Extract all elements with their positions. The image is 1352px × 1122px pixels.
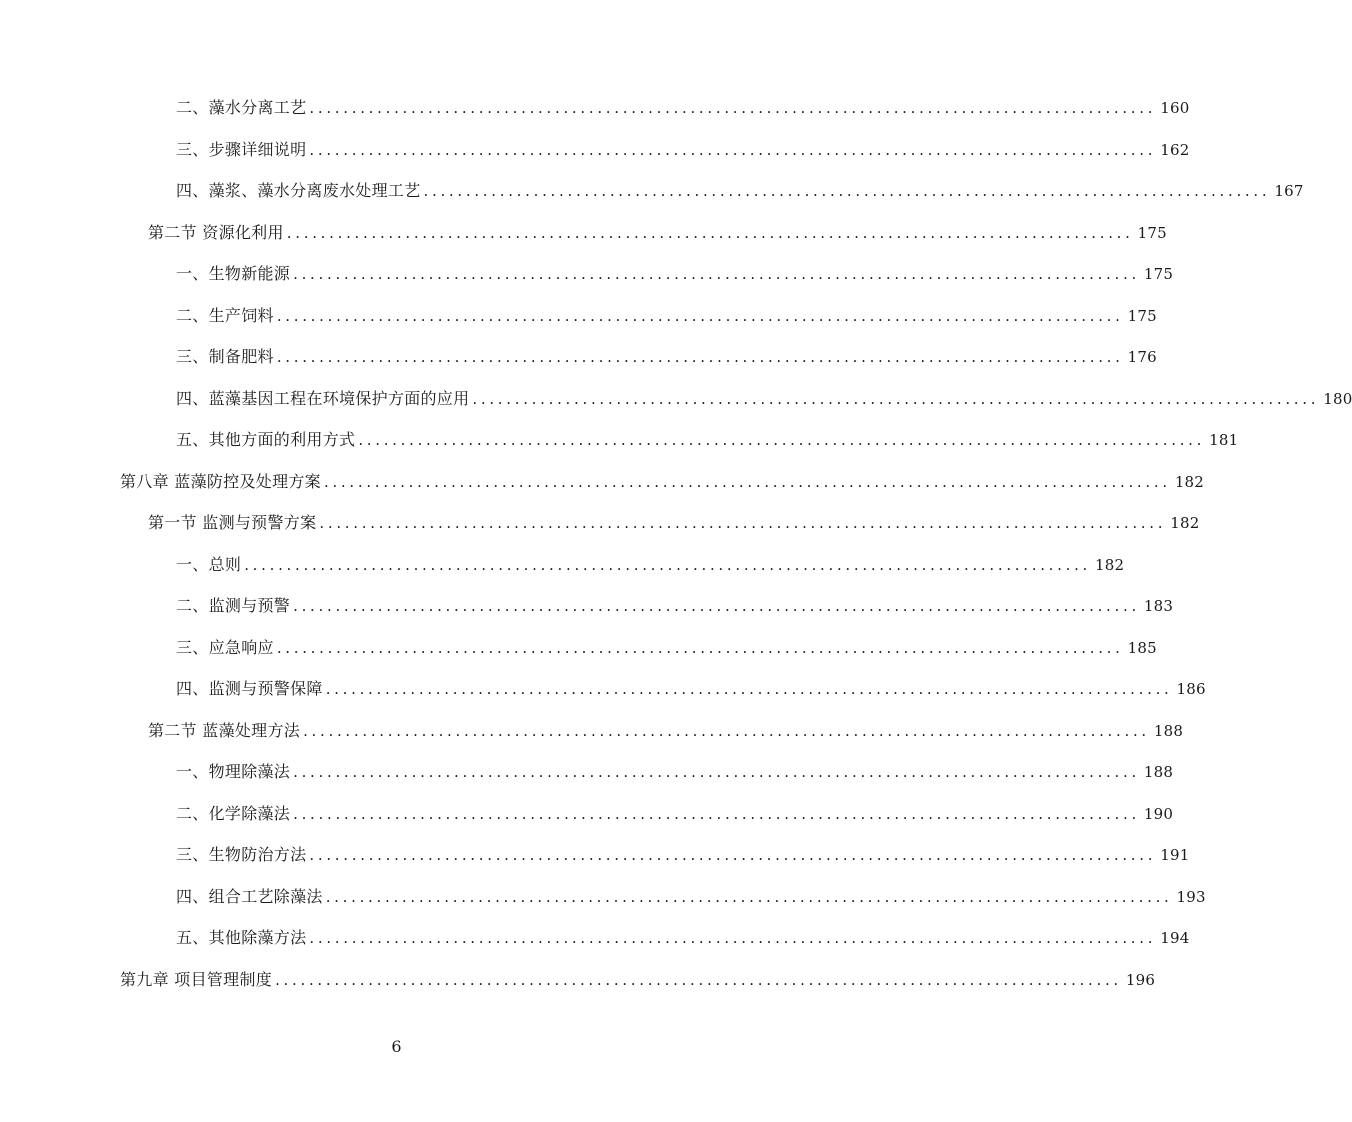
toc-entry[interactable] (148, 221, 1167, 245)
toc-entry-title: 四、监测与预警保障 (176, 679, 323, 698)
toc-entry-page: 182 (1170, 514, 1200, 532)
toc-entry-title: 第八章 蓝藻防控及处理方案 (120, 471, 321, 491)
toc-entry[interactable] (176, 553, 1125, 577)
toc-entry-page: 175 (1127, 306, 1157, 325)
toc-entry-page: 180 (1323, 389, 1352, 408)
toc-entry-title: 三、步骤详细说明 (176, 139, 307, 159)
toc-entry-page: 186 (1176, 680, 1206, 698)
toc-entry-title: 第九章 项目管理制度 (120, 969, 273, 989)
toc-entry[interactable] (176, 885, 1206, 909)
toc-entry-page: 175 (1143, 265, 1174, 283)
toc-dot-leader: .................................................................................................... (276, 306, 1124, 325)
toc-entry-title: 第二节 资源化利用 (148, 222, 284, 242)
toc-dot-leader: .................................................................................................... (472, 389, 1320, 408)
toc-dot-leader: .................................................................................................... (244, 555, 1092, 574)
toc-entry-title: 四、藻浆、藻水分离废水处理工艺 (176, 181, 421, 200)
toc-entry-page: 181 (1209, 431, 1239, 449)
toc-dot-leader: .................................................................................................... (324, 472, 1171, 491)
toc-entry-page: 185 (1127, 638, 1157, 657)
toc-entry-page: 162 (1160, 140, 1190, 159)
toc-entry[interactable] (176, 843, 1190, 867)
toc-entry-page: 190 (1143, 804, 1174, 823)
toc-entry-page: 193 (1176, 887, 1206, 906)
toc-entry-page: 191 (1160, 846, 1190, 864)
toc-entry-page: 175 (1137, 223, 1167, 242)
toc-dot-leader: .................................................................................................... (293, 265, 1140, 283)
toc-entry-title: 四、蓝藻基因工程在环境保护方面的应用 (176, 388, 470, 408)
toc-entry[interactable] (176, 262, 1174, 286)
toc-dot-leader: .................................................................................................... (325, 680, 1173, 698)
toc-dot-leader: .................................................................................................... (423, 182, 1271, 200)
toc-dot-leader: .................................................................................................... (309, 929, 1157, 947)
toc-entry-page: 194 (1160, 929, 1190, 947)
toc-entry-page: 167 (1274, 182, 1304, 200)
toc-entry-title: 四、组合工艺除藻法 (176, 886, 323, 906)
toc-entry[interactable] (176, 926, 1190, 950)
toc-dot-leader: .................................................................................................... (358, 431, 1206, 449)
toc-entry-page: 183 (1143, 597, 1174, 615)
toc-entry-page: 196 (1125, 970, 1156, 989)
toc-entry[interactable] (148, 719, 1184, 743)
toc-entry-page: 182 (1174, 472, 1205, 491)
toc-dot-leader: .................................................................................................... (276, 638, 1124, 657)
toc-entry[interactable] (148, 511, 1200, 535)
toc-dot-leader: .................................................................................................... (276, 348, 1124, 366)
toc-entry[interactable] (176, 96, 1190, 120)
toc-entry-title: 五、其他方面的利用方式 (176, 430, 356, 449)
toc-dot-leader: .................................................................................................... (293, 804, 1140, 823)
toc-entry-title: 一、总则 (176, 554, 242, 574)
toc-dot-leader: .................................................................................................... (303, 721, 1150, 740)
toc-entry-title: 二、化学除藻法 (176, 803, 291, 823)
toc-entry[interactable] (176, 636, 1157, 660)
toc-dot-leader: .................................................................................................... (293, 597, 1140, 615)
toc-entry[interactable] (176, 428, 1239, 452)
toc-entry-title: 三、制备肥料 (176, 347, 274, 366)
toc-entry[interactable] (176, 304, 1157, 328)
toc-dot-leader: .................................................................................................... (286, 223, 1134, 242)
toc-entry-title: 五、其他除藻方法 (176, 928, 307, 947)
toc-entry[interactable] (176, 345, 1157, 369)
toc-entry-title: 三、应急响应 (176, 637, 274, 657)
toc-entry-title: 第一节 监测与预警方案 (148, 513, 317, 532)
toc-entry-title: 二、监测与预警 (176, 596, 291, 615)
toc-entry-page: 188 (1143, 763, 1174, 781)
toc-entry-page: 160 (1160, 99, 1190, 117)
toc-dot-leader: .................................................................................................... (319, 514, 1167, 532)
toc-entry-title: 一、生物新能源 (176, 264, 291, 283)
toc-entry[interactable] (176, 387, 1352, 411)
toc-dot-leader: .................................................................................................... (309, 99, 1157, 117)
toc-entry[interactable] (176, 677, 1206, 701)
toc-entry-title: 第二节 蓝藻处理方法 (148, 720, 301, 740)
toc-entry-page: 188 (1153, 721, 1184, 740)
toc-entry[interactable] (176, 594, 1174, 618)
toc-entry[interactable] (176, 179, 1304, 203)
toc-entry-page: 176 (1127, 348, 1157, 366)
toc-entry-title: 二、藻水分离工艺 (176, 98, 307, 117)
toc-dot-leader: .................................................................................................... (325, 887, 1173, 906)
toc-dot-leader: .................................................................................................... (293, 763, 1140, 781)
toc-entry-title: 二、生产饲料 (176, 305, 274, 325)
toc-entry-title: 三、生物防治方法 (176, 845, 307, 864)
toc-dot-leader: .................................................................................................... (309, 140, 1157, 159)
toc-entry[interactable] (176, 138, 1190, 162)
toc-entry-page: 182 (1095, 555, 1125, 574)
toc-dot-leader: .................................................................................................... (309, 846, 1157, 864)
toc-entry[interactable] (120, 470, 1205, 494)
page-number: 6 (391, 1037, 402, 1056)
toc-dot-leader: .................................................................................................... (275, 970, 1122, 989)
toc-entry[interactable] (176, 760, 1174, 784)
toc-entry[interactable] (120, 968, 1156, 992)
toc-entry-title: 一、物理除藻法 (176, 762, 291, 781)
toc-entry[interactable] (176, 802, 1174, 826)
